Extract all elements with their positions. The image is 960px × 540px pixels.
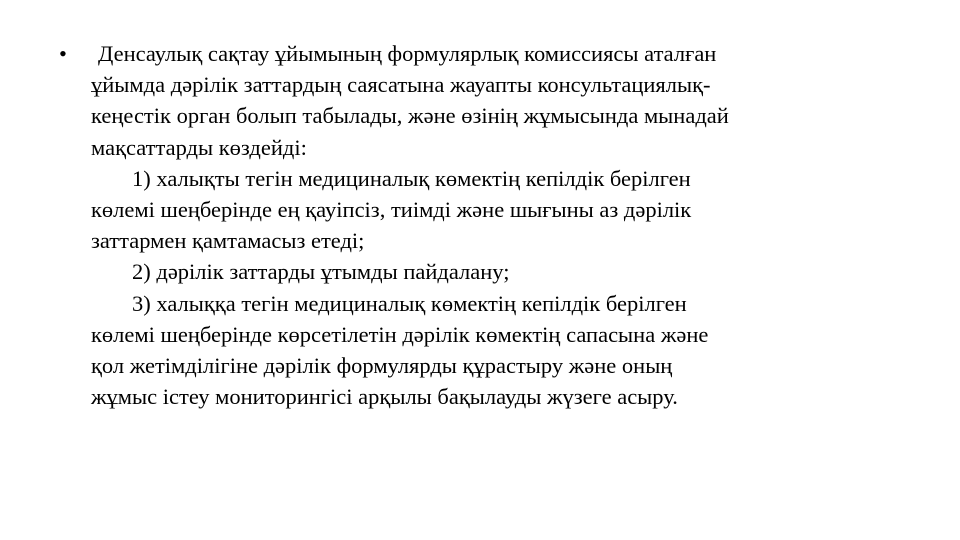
text-line: кеңестік орган болып табылады, және өзінің жұмысында мынадай <box>91 103 729 129</box>
text-line: қол жетімділігіне дәрілік формулярды құрастыру және оның <box>91 352 673 378</box>
text-line: көлемі шеңберінде көрсетілетін дәрілік көмектің сапасына және <box>91 321 709 347</box>
bullet-icon: • <box>59 41 67 66</box>
text-line: заттармен қамтамасыз етеді; <box>91 228 365 254</box>
paragraph-text <box>91 38 921 412</box>
list-item-2: 2) дәрілік заттарды ұтымды пайдалану; <box>132 259 510 285</box>
text-line: Денсаулық сақтау ұйымының формулярлық комиссиясы аталған <box>98 41 717 66</box>
list-item-1: 1) халықты тегін медициналық көмектің кепілдік берілген <box>132 165 691 191</box>
text-line: жұмыс істеу мониторингісі арқылы бақылауды жүзеге асыру. <box>91 384 678 410</box>
text-line: ұйымда дәрілік заттардың саясатына жауапты консультациялық- <box>91 72 711 98</box>
text-line: көлемі шеңберінде ең қауіпсіз, тиімді және шығыны аз дәрілік <box>91 196 692 222</box>
list-item-3: 3) халыққа тегін медициналық көмектің кепілдік берілген <box>132 290 687 316</box>
text-line: мақсаттарды көздейді: <box>91 134 307 160</box>
